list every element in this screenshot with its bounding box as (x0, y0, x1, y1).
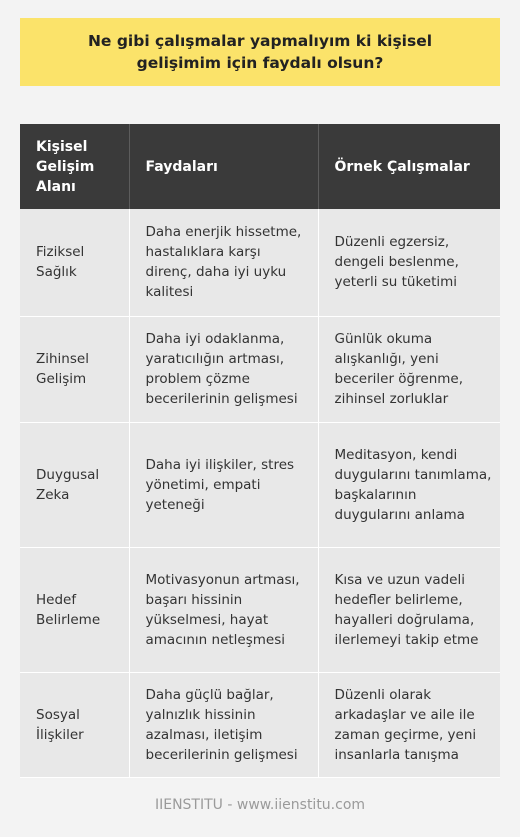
table-row (20, 422, 500, 547)
question-banner (20, 18, 500, 86)
table-row (20, 316, 500, 422)
cell-benefits: Daha enerjik hissetme, hastalıklara karşı direnç, daha iyi uyku kalitesi (129, 209, 318, 316)
cell-benefits: Motivasyonun artması, başarı hissinin yükselmesi, hayat amacının netleşmesi (129, 547, 318, 672)
header-benefits: Faydaları (129, 124, 318, 209)
cell-examples: Düzenli egzersiz, dengeli beslenme, yeterli su tüketimi (318, 209, 500, 316)
cell-benefits: Daha güçlü bağlar, yalnızlık hissinin azalması, iletişim becerilerinin gelişmesi (129, 672, 318, 777)
question-title: Ne gibi çalışmalar yapmalıyım ki kişisel gelişimim için faydalı olsun? (87, 32, 433, 72)
footer-credit: IIENSTITU - www.iienstitu.com (154, 797, 366, 813)
cell-examples: Günlük okuma alışkanlığı, yeni beceriler öğrenme, zihinsel zorluklar (318, 316, 500, 422)
cell-examples: Kısa ve uzun vadeli hedefler belirleme, hayalleri doğrulama, ilerlemeyi takip etme (318, 547, 500, 672)
cell-benefits: Daha iyi ilişkiler, stres yönetimi, empati yeteneği (129, 422, 318, 547)
personal-development-table (20, 124, 500, 778)
cell-area: Hedef Belirleme (20, 547, 129, 672)
header-area: Kişisel Gelişim Alanı (20, 124, 129, 209)
table-row (20, 209, 500, 316)
table-row (20, 547, 500, 672)
cell-area: Zihinsel Gelişim (20, 316, 129, 422)
cell-benefits: Daha iyi odaklanma, yaratıcılığın artması, problem çözme becerilerinin gelişmesi (129, 316, 318, 422)
cell-area: Fiziksel Sağlık (20, 209, 129, 316)
table-row (20, 672, 500, 777)
header-examples: Örnek Çalışmalar (318, 124, 500, 209)
table-header-row (20, 124, 500, 209)
cell-examples: Meditasyon, kendi duygularını tanımlama, başkalarının duygularını anlama (318, 422, 500, 547)
cell-area: Duygusal Zeka (20, 422, 129, 547)
cell-examples: Düzenli olarak arkadaşlar ve aile ile zaman geçirme, yeni insanlarla tanışma (318, 672, 500, 777)
cell-area: Sosyal İlişkiler (20, 672, 129, 777)
